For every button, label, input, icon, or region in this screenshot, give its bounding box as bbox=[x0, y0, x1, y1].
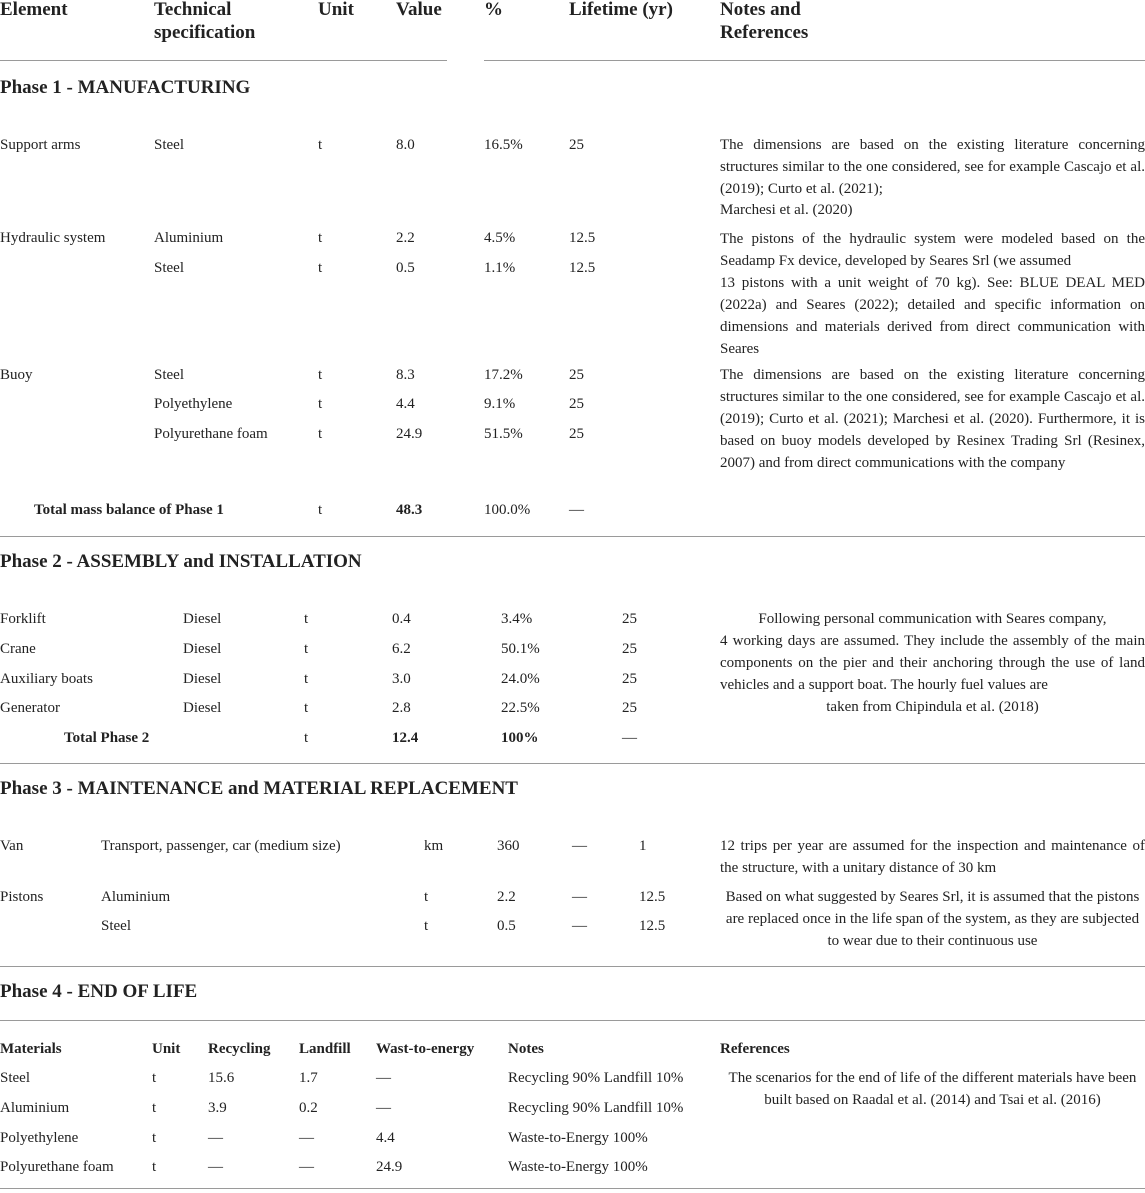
total-value: 48.3 bbox=[396, 502, 423, 518]
cell-percent: — bbox=[572, 838, 587, 854]
header-percent: % bbox=[484, 0, 503, 20]
p4-header-landfill: Landfill bbox=[299, 1041, 351, 1057]
phase3-note-van: 12 trips per year are assumed for the inspection and maintenance of the structure, with a unitary distance of 30 km bbox=[720, 838, 1145, 876]
total-lifetime: — bbox=[569, 502, 584, 518]
phase1-title: Phase 1 - MANUFACTURING bbox=[0, 77, 251, 98]
phase3-title: Phase 3 - MAINTENANCE and MATERIAL REPLACEMENT bbox=[0, 778, 518, 799]
header-value: Value bbox=[396, 0, 442, 20]
phase3-note-pistons: Based on what suggested by Seares Srl, it is assumed that the pistons are replaced once in the life span of the system, as they are subjected to wear due to their continuous use bbox=[725, 889, 1140, 949]
cell-unit: t bbox=[318, 367, 323, 383]
cell-percent: 17.2% bbox=[484, 367, 523, 383]
cell-lifetime: 25 bbox=[569, 396, 584, 412]
cell-lifetime: 1 bbox=[639, 838, 647, 854]
cell-unit: t bbox=[152, 1130, 157, 1146]
total-value: 12.4 bbox=[392, 730, 419, 746]
cell-wte: — bbox=[376, 1100, 391, 1116]
cell-lifetime: 25 bbox=[569, 367, 584, 383]
cell-landfill: 0.2 bbox=[299, 1100, 318, 1116]
cell-material: Aluminium bbox=[0, 1100, 70, 1116]
cell-unit: t bbox=[152, 1100, 157, 1116]
cell-element: Crane bbox=[0, 641, 36, 657]
cell-percent: 3.4% bbox=[501, 611, 533, 627]
cell-unit: t bbox=[152, 1070, 157, 1086]
cell-percent: 9.1% bbox=[484, 396, 516, 412]
phase2-note-first: Following personal communication with Seares company, bbox=[758, 611, 1107, 627]
cell-notes: Recycling 90% Landfill 10% bbox=[508, 1100, 684, 1116]
header-notes: Notes and References bbox=[720, 0, 809, 43]
cell-value: 8.3 bbox=[396, 367, 415, 383]
cell-value: 4.4 bbox=[396, 396, 415, 412]
cell-unit: km bbox=[424, 838, 444, 854]
cell-notes: Waste-to-Energy 100% bbox=[508, 1130, 648, 1146]
cell-unit: t bbox=[152, 1159, 157, 1175]
cell-landfill: 1.7 bbox=[299, 1070, 318, 1086]
cell-value: 2.8 bbox=[392, 700, 411, 716]
cell-value: 360 bbox=[497, 838, 520, 854]
cell-lifetime: 25 bbox=[622, 611, 637, 627]
cell-material: Polyurethane foam bbox=[0, 1159, 114, 1175]
cell-unit: t bbox=[318, 260, 323, 276]
cell-unit: t bbox=[318, 137, 323, 153]
cell-value: 6.2 bbox=[392, 641, 411, 657]
p4-header-references: References bbox=[720, 1041, 790, 1057]
phase2-note: 4 working days are assumed. They include the assembly of the main components on the pier and their anchoring through the use of land vehicles and a support boat. The hourly fuel values are bbox=[720, 633, 1145, 693]
cell-value: 0.4 bbox=[392, 611, 411, 627]
total-percent: 100% bbox=[501, 730, 539, 746]
cell-lifetime: 12.5 bbox=[569, 260, 596, 276]
phase4-title: Phase 4 - END OF LIFE bbox=[0, 981, 198, 1002]
cell-unit: t bbox=[304, 671, 309, 687]
cell-recycling: — bbox=[208, 1159, 223, 1175]
cell-notes: Waste-to-Energy 100% bbox=[508, 1159, 648, 1175]
cell-spec: Steel bbox=[154, 137, 184, 153]
cell-lifetime: 12.5 bbox=[569, 230, 596, 246]
phase1-note-hydraulic-cont: 13 pistons with a unit weight of 70 kg). See: BLUE DEAL MED (2022a) and Seares (2022); detailed and specific information on dimensions and materials derived from direct communication with Seares bbox=[720, 275, 1145, 357]
cell-unit: t bbox=[318, 230, 323, 246]
cell-lifetime: 12.5 bbox=[639, 918, 666, 934]
cell-unit: t bbox=[304, 641, 309, 657]
phase2-divider bbox=[0, 763, 1145, 764]
cell-wte: 24.9 bbox=[376, 1159, 403, 1175]
cell-landfill: — bbox=[299, 1159, 314, 1175]
p4-header-unit: Unit bbox=[152, 1041, 181, 1057]
p4-header-wte: Wast-to-energy bbox=[376, 1041, 475, 1057]
cell-percent: — bbox=[572, 889, 587, 905]
total-lifetime: — bbox=[622, 730, 637, 746]
phase3-divider bbox=[0, 966, 1145, 967]
cell-percent: 16.5% bbox=[484, 137, 523, 153]
phase2-note-last: taken from Chipindula et al. (2018) bbox=[826, 699, 1039, 715]
header-rule-left bbox=[0, 60, 447, 61]
cell-spec: Transport, passenger, car (medium size) bbox=[101, 838, 341, 854]
cell-spec: Diesel bbox=[183, 611, 222, 627]
cell-spec: Aluminium bbox=[154, 230, 224, 246]
cell-landfill: — bbox=[299, 1130, 314, 1146]
phase1-note-hydraulic: The pistons of the hydraulic system were modeled based on the Seadamp Fx device, developed by Seares Srl (we assumed bbox=[720, 231, 1145, 269]
phase4-reference: The scenarios for the end of life of the different materials have been built based on Raadal et al. (2014) and Tsai et al. (2016) bbox=[728, 1070, 1137, 1108]
cell-lifetime: 25 bbox=[622, 700, 637, 716]
total-label: Total mass balance of Phase 1 bbox=[34, 502, 224, 518]
cell-spec: Polyurethane foam bbox=[154, 426, 268, 442]
cell-lifetime: 25 bbox=[622, 641, 637, 657]
header-element: Element bbox=[0, 0, 68, 20]
cell-element: Buoy bbox=[0, 367, 33, 383]
cell-value: 24.9 bbox=[396, 426, 423, 442]
cell-wte: 4.4 bbox=[376, 1130, 395, 1146]
cell-recycling: 3.9 bbox=[208, 1100, 227, 1116]
cell-percent: 51.5% bbox=[484, 426, 523, 442]
cell-element: Auxiliary boats bbox=[0, 671, 93, 687]
cell-material: Polyethylene bbox=[0, 1130, 79, 1146]
p4-header-materials: Materials bbox=[0, 1041, 62, 1057]
header-unit: Unit bbox=[318, 0, 354, 20]
cell-value: 2.2 bbox=[497, 889, 516, 905]
total-unit: t bbox=[318, 502, 323, 518]
cell-percent: 1.1% bbox=[484, 260, 516, 276]
cell-spec: Aluminium bbox=[101, 889, 171, 905]
header-tech-spec: Technical specification bbox=[154, 0, 256, 43]
phase1-note-support-arms-ref: Marchesi et al. (2020) bbox=[720, 202, 853, 218]
cell-spec: Steel bbox=[154, 260, 184, 276]
cell-wte: — bbox=[376, 1070, 391, 1086]
cell-unit: t bbox=[304, 611, 309, 627]
cell-percent: 50.1% bbox=[501, 641, 540, 657]
cell-lifetime: 12.5 bbox=[639, 889, 666, 905]
cell-unit: t bbox=[424, 889, 429, 905]
cell-spec: Diesel bbox=[183, 641, 222, 657]
cell-unit: t bbox=[318, 396, 323, 412]
total-label: Total Phase 2 bbox=[64, 730, 150, 746]
cell-lifetime: 25 bbox=[622, 671, 637, 687]
cell-lifetime: 25 bbox=[569, 137, 584, 153]
cell-element: Forklift bbox=[0, 611, 46, 627]
cell-element: Pistons bbox=[0, 889, 44, 905]
cell-unit: t bbox=[424, 918, 429, 934]
phase2-title: Phase 2 - ASSEMBLY and INSTALLATION bbox=[0, 551, 362, 572]
cell-material: Steel bbox=[0, 1070, 30, 1086]
cell-spec: Steel bbox=[101, 918, 131, 934]
total-percent: 100.0% bbox=[484, 502, 531, 518]
p4-header-recycling: Recycling bbox=[208, 1041, 271, 1057]
cell-value: 0.5 bbox=[497, 918, 516, 934]
cell-lifetime: 25 bbox=[569, 426, 584, 442]
phase1-divider bbox=[0, 536, 1145, 537]
cell-element: Generator bbox=[0, 700, 60, 716]
cell-unit: t bbox=[304, 700, 309, 716]
cell-percent: 24.0% bbox=[501, 671, 540, 687]
table-bottom-rule bbox=[0, 1188, 1145, 1189]
cell-unit: t bbox=[318, 426, 323, 442]
cell-spec: Polyethylene bbox=[154, 396, 233, 412]
cell-value: 3.0 bbox=[392, 671, 411, 687]
cell-value: 8.0 bbox=[396, 137, 415, 153]
cell-percent: 4.5% bbox=[484, 230, 516, 246]
cell-spec: Diesel bbox=[183, 700, 222, 716]
cell-percent: 22.5% bbox=[501, 700, 540, 716]
cell-spec: Steel bbox=[154, 367, 184, 383]
header-lifetime: Lifetime (yr) bbox=[569, 0, 673, 20]
p4-header-notes: Notes bbox=[508, 1041, 544, 1057]
cell-recycling: — bbox=[208, 1130, 223, 1146]
cell-value: 2.2 bbox=[396, 230, 415, 246]
cell-element: Van bbox=[0, 838, 24, 854]
phase1-note-buoy: The dimensions are based on the existing literature concerning structures similar to the one considered, see for example Cascajo et al. (2019); Curto et al. (2021); Marchesi et al. (2020). Furthermore, it is based on buoy models developed by Resinex Trading Srl (Resinex, 2007) and from direct communications with the company bbox=[720, 367, 1145, 471]
total-unit: t bbox=[304, 730, 309, 746]
cell-notes: Recycling 90% Landfill 10% bbox=[508, 1070, 684, 1086]
cell-element: Hydraulic system bbox=[0, 230, 106, 246]
cell-recycling: 15.6 bbox=[208, 1070, 235, 1086]
phase1-note-support-arms: The dimensions are based on the existing literature concerning structures similar to the one considered, see for example Cascajo et al. (2019); Curto et al. (2021); bbox=[720, 137, 1145, 197]
cell-element: Support arms bbox=[0, 137, 81, 153]
cell-value: 0.5 bbox=[396, 260, 415, 276]
cell-spec: Diesel bbox=[183, 671, 222, 687]
cell-percent: — bbox=[572, 918, 587, 934]
header-rule-right bbox=[484, 60, 1145, 61]
phase4-header-rule bbox=[0, 1020, 1145, 1021]
